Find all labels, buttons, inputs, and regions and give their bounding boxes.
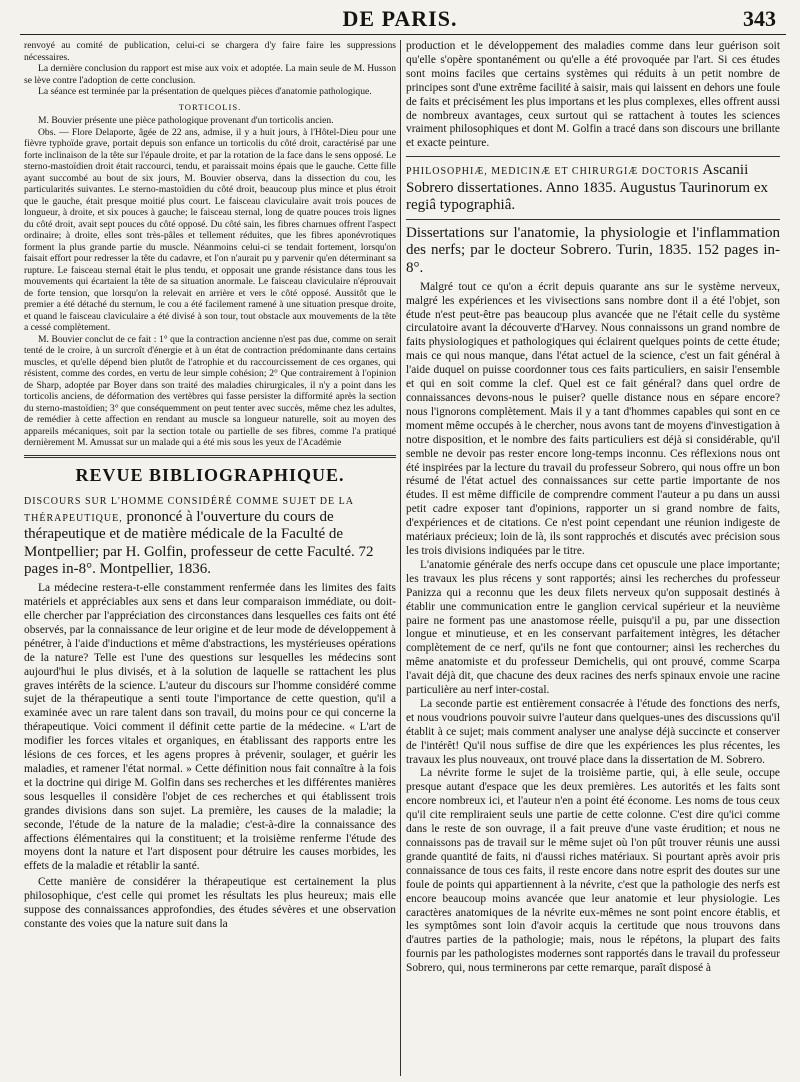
latin-title-rest: Ascanii Sobrero dissertationes. Anno 1835. Augustus Taurinorum ex regiâ typographiâ. [406,162,768,213]
torticolis-heading: TORTICOLIS. [178,101,242,112]
running-title: DE PARIS. [342,6,458,31]
dissertation-paragraph-3: La seconde partie est entièrement consacrée à l'étude des fonctions des nerfs, et nous voudrions pouvoir suivre l'auteur dans quelques-unes des discussions qu'il établit à ce sujet; mais comment analyser une analyse déjà succincte et conserver de l'intérêt! Qu'il nous suffise de dire que les expériences les plus récentes, les travaux les plus nouveaux, ont trouvé place dans la dissertation de M. Sobrero. [406,697,780,766]
torticolis-paragraph-1: M. Bouvier présente une pièce pathologique provenant d'un torticolis ancien. [38,115,334,127]
header-rule [20,34,786,35]
section-rule [24,455,396,458]
book-title [24,492,396,578]
dissertation-paragraph-2: L'anatomie générale des nerfs occupe dans cet opuscule une place importante; les travaux les plus récens y sont rapportés; ainsi les recherches du professeur Panizza qui a reconnu que les deux filets nerveux qu'on supposait destinés à établir une communication entre le ganglion cervical supérieur et la neuvième paire ne forment pas une anastomose réelle, puisqu'il a pu, par une dissection longue et minutieuse, et en les conservant parfaitement intègres, les détacher complètement de ce nerf, qu'ils ne font que contourner; ainsi les recherches du même anatomiste et du professeur Demichelis, qui ont prouvé, comme Scarpa l'avait déjà dit, que chacune des deux racines des nerfs spinaux envoie une racine particulière au nerf inter-costal. [406,558,780,697]
revue-heading: REVUE BIBLIOGRAPHIQUE. [75,464,345,485]
review-paragraph-2: Cette manière de considérer la thérapeutique est certainement la plus philosophique, c'est celle qui promet les résultats les plus heureux; mais elle suppose des connaissances approfondies, des études sévères et une observation constante des voies que la nature suit dans la [24,876,396,930]
book-title-rest: prononcé à l'ouverture du cours de thérapeutique et de matière médicale de la Faculté de Montpellier; par H. Golfin, professeur de cette Faculté. 72 pages in-8°. Montpellier, 1836. [24,509,374,577]
latin-title [406,162,780,214]
review-paragraph-1: La médecine restera-t-elle constamment renfermée dans les limites des faits matériels et appréciables aux sens et dans leur comparaison immédiate, ou doit-elle chercher par l'appréciation des circonstances dans lesquelles ces faits ont été observés, par la connaissance de leur origine et de leur mode de développement à pénétrer, à l'aide d'inductions et même d'abstractions, les mystérieuses opérations de la nature? Telle est l'une des questions sur lesquelles les médecins sont aujourd'hui le plus divisés, et à la solution de laquelle se rattachent les plus graves intérêts de la science. L'auteur du discours sur l'homme considéré comme sujet de la thérapeutique a senti toute l'importance de cette question, qu'il a examinée avec un rare talent dans son travail, du moins pour ce qui concerne la thérapeutique. Voici comment il définit cette partie de la médecine. « L'art de modifier les forces vitales et organiques, en établissant des rapports entre les lésions de ces forces, et les agens propres à prévenir, soulager, et guérir les maladies, et ramener l'état normal. » Cette définition nous fait connaître à la fois et la doctrine qui dirige M. Golfin dans ses recherches et les différentes manières sous lesquelles il considère l'objet de ces recherches et qui établissent trois grandes divisions dans son sujet. La première, les causes de la maladie; la seconde, l'étude de la nature de la maladie; c'est-à-dire la connaissance des affections élémentaires qui la constituent; et la troisième renferme l'étude des moyens dont la nature et l'art disposent pour détruire les causes morbides, les effets de la maladie et rétablir la santé. [24,582,396,873]
dissertation-paragraph-4: La névrite forme le sujet de la troisième partie, qui, à elle seule, occupe presque autant d'espace que les deux premières. Les autorités et les faits sont encore nombreux ici, et l'auteur n'en a point été économe. Les noms de tous ceux qu'il cite rempliraient seuls une partie de cette colonne. C'est dire qu'ici comme dans le reste de son ouvrage, il a fait preuve d'une vaste érudition; et nous ne connaissons pas de travail sur le même sujet où l'on pût trouver réunis une aussi grande quantité de faits, ni d'aussi riches matériaux. Si pourtant après avoir pris connaissance de tous ces faits, il reste encore dans notre esprit des doutes sur une foule de points qui appartiennent à la névrite, c'est que la pathologie des nerfs est encore beaucoup moins avancée que leur anatomie et leur physiologie. Les caractères anatomiques de la névrite eux-mêmes ne sont point encore établis, et les symptômes sont loin d'avoir acquis la certitude que nous trouvons dans d'autres parties de la pathologie; mais, nous le répétons, la plupart des faits fournis par les pathologistes modernes sont rapportés dans le travail du professeur Sobrero, qui, nous terminerons par cette remarque, paraît disposé à [406,767,780,975]
torticolis-observation: Obs. — Flore Delaporte, âgée de 22 ans, admise, il y a huit jours, à l'Hôtel-Dieu pour une fièvre typhoïde grave, portait depuis son enfance un torticolis du côté droit, caractérisé par une forte inclinaison de la tête sur l'épaule droite, et par la rotation de la face dans le sens opposé. Le sterno-mastoïdien droit était raccourci, tendu, et paraissait moins épais que le gauche. Cette fille ayant succombé au bout de six jours, M. Bouvier observa, dans la dissection du cou, les particularités suivantes. Le sterno-mastoïdien du côté droit, beaucoup plus mince et plus étroit que le gauche, était presque moitié plus court. Le faisceau claviculaire avait trois pouces de longueur, à droite, et six pouces à gauche; le faisceau sternal, long de quatre pouces trois lignes du côté droit, avait sept pouces du côté opposé. Du côté sain, les fibres charnues offrent l'aspect ordinaire; à droite, elles sont très-pâles et tellement réduites, que les fibres aponévrotiques forment la plus grande partie du muscle. Néanmoins celui-ci se tendait fortement, lorsqu'on faisait effort pour redresser la tête du cadavre, et l'on n'aurait pu y parvenir qu'en déterminant sa rupture. Le faisceau sternal était le plus tendu, et opposait une grande résistance dans tous les mouvements qui écartaient la tête de sa situation anormale. Le faisceau claviculaire n'éprouvait de forte tension, que lorsqu'on la relevait en arrière et vers le côté opposé. Aussitôt que le premier a été détaché du sternum, le cou a été facilement ramené à une situation presque droite, et quand le faisceau claviculaire a été divisé à son tour, tout obstacle aux mouvements de la tête a cessé complètement. [24,126,396,334]
intro-paragraph-1: renvoyé au comité de publication, celui-ci se chargera d'y faire faire les suppressions nécessaires. [24,40,396,63]
page-header [0,0,800,34]
dissertation-paragraph-1: Malgré tout ce qu'on a écrit depuis quarante ans sur le système nerveux, malgré les expériences et les vivisections sans nombre dont il a été l'objet, son étude n'est peut-être pas beaucoup plus avancée que ne l'était celle du système circulatoire avant la découverte d'Harvey. Nous connaissons un grand nombre de faits physiologiques et pathologiques qui éclairent quelques points de cette étude; mais ce qui nous manque, dans l'état actuel de la science, c'est un fait général à l'aide duquel on puisse coordonner tous ces faits particuliers, en saisir l'ensemble et qui en soit comme la clef. Quel est ce fait général? dans quel ordre de connaissances devons-nous le puiser? quelle distance nous en sépare encore? nous l'ignorons complètement. Mais il y a tant d'hommes capables qui sont en ce moment même occupés à le chercher, nous avons tant de moyens d'investigation à notre disposition, et le nombre des faits particuliers est déjà si considérable, qu'il semble ne devoir pas rester encore long-temps inconnu. Ces réflexions nous ont été inspirées par la lecture du travail du professeur Sobrero, qui nous offre un bon résumé de l'état actuel des connaissances sur cette partie importante de nos études. Il est même difficile de comprendre comment l'auteur a pu dans un aussi petit cadre exposer tant d'opinions, rapporter un si grand nombre de faits, d'expériences et de citations. Ce n'est point cependant une réunion indigeste de matériaux précieux; loin de là, ils sont rapprochés et discutés avec précision sous les trois divisions indiquées par le titre. [406,280,780,557]
review-continuation: production et le développement des maladies comme dans leur guérison soit qu'elle s'opère spontanément ou qu'elle a été provoquée par l'art. Si ces études sont moins faciles que certains systèmes qui réduits à un petit nombre de principes sont d'une extrême facilité à saisir, mais qui laissent en dehors une foule de faits et précisément les plus importans et les plus complexes, elles offrent aussi de nombreux avantages, ceux surtout qui se rattachent à toutes les sciences vraiment philosophiques et dont M. Golfin a tracé dans son discours une brillante et exacte peinture. [406,40,780,150]
entry-rule-1 [406,156,780,157]
intro-paragraph-3: La séance est terminée par la présentation de quelques pièces d'anatomie pathologique. [38,86,372,97]
intro-paragraph-2: La dernière conclusion du rapport est mise aux voix et adoptée. La main seule de M. Husson se lève contre l'adoption de cette conclusion. [24,63,396,86]
column-divider [400,40,401,1076]
right-column [406,40,780,1076]
dissertation-title: Dissertations sur l'anatomie, la physiologie et l'inflammation des nerfs; par le docteur Sobrero. Turin, 1835. 152 pages in-8°. [406,225,780,276]
latin-title-caps: PHILOSOPHIÆ, MEDICINÆ ET CHIRURGIÆ DOCTORIS [406,166,700,178]
book-title-caps: DISCOURS SUR L'HOMME CONSIDÉRÉ COMME SUJET DE LA THÉRAPEUTIQUE, [24,495,354,525]
entry-rule-2 [406,219,780,220]
page-number: 343 [743,6,776,31]
left-column [24,40,396,1076]
torticolis-conclusion: M. Bouvier conclut de ce fait : 1° que la contraction ancienne n'est pas due, comme on serait tenté de le croire, à un surcroît d'énergie et à un état de contraction prédominante dans certains muscles, et qu'elle dépend bien plutôt de l'atrophie et du raccourcissement de ces organes, qui résistent, comme des cordes, en vertu de leur simple cohésion; 2° Que contrairement à l'opinion de Sharp, adoptée par Boyer dans son traité des maladies chirurgicales, il n'y a point dans les torticolis anciens, de déformation des vertèbres qui fasse persister la difformité après la section du sterno-mastoïdien; 3° que conséquemment on peut tenter avec succès, même chez les adultes, de remédier à cette affection en rendant au muscle sa longueur naturelle, soit au moyen des appareils mécaniques, soit par la section totale ou partielle de ses fibres, comme l'a pratiqué dernièrement M. Amussat sur un malade qui a été mis sous les yeux de l'Académie [24,333,396,449]
